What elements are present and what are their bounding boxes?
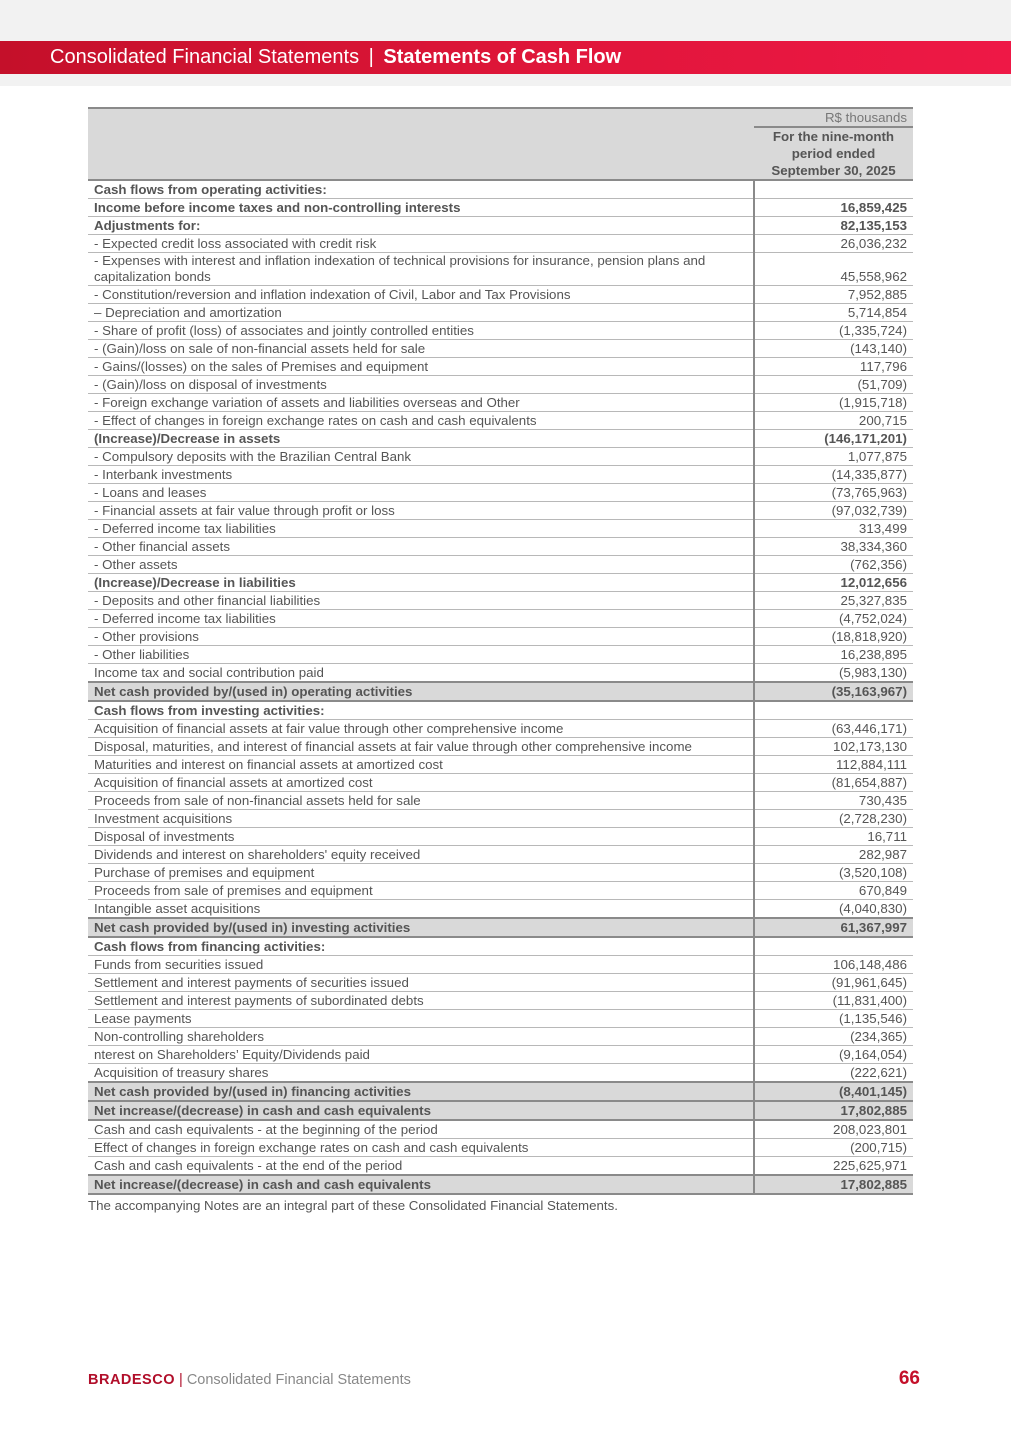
row-value: 82,135,153 (754, 217, 913, 235)
table-row (88, 448, 913, 466)
row-value (754, 701, 913, 720)
table-row (88, 1101, 913, 1120)
row-value: 313,499 (754, 520, 913, 538)
table-header-unit-row (88, 108, 913, 127)
page-footer (88, 1372, 411, 1388)
row-label: - Share of profit (loss) of associates and jointly controlled entities (88, 322, 754, 340)
table-row (88, 502, 913, 520)
header-separator: | (368, 46, 374, 68)
table-row (88, 235, 913, 253)
row-label: - Effect of changes in foreign exchange rates on cash and cash equivalents (88, 412, 754, 430)
row-value: (51,709) (754, 376, 913, 394)
table-row (88, 628, 913, 646)
table-row (88, 1064, 913, 1083)
page-number: 66 (898, 1368, 920, 1389)
row-value: 17,802,885 (754, 1175, 913, 1194)
row-label: Adjustments for: (88, 217, 754, 235)
row-label: - Other financial assets (88, 538, 754, 556)
row-label: (Increase)/Decrease in liabilities (88, 574, 754, 592)
row-label: Maturities and interest on financial assets at amortized cost (88, 756, 754, 774)
top-band (0, 0, 1011, 41)
row-label: - (Gain)/loss on disposal of investments (88, 376, 754, 394)
row-value: (81,654,887) (754, 774, 913, 792)
table-row (88, 394, 913, 412)
table-row (88, 1120, 913, 1139)
table-row (88, 484, 913, 502)
row-value: 16,711 (754, 828, 913, 846)
row-label: Funds from securities issued (88, 956, 754, 974)
table-row (88, 217, 913, 235)
row-label: Net cash provided by/(used in) operating activities (88, 682, 754, 701)
row-value: (35,163,967) (754, 682, 913, 701)
row-value: 7,952,885 (754, 286, 913, 304)
row-value: (146,171,201) (754, 430, 913, 448)
row-value: (1,135,546) (754, 1010, 913, 1028)
table-row (88, 199, 913, 217)
table-row (88, 846, 913, 864)
period-label: For the nine-month period ended September 30, 2025 (754, 127, 913, 180)
row-label: - Deferred income tax liabilities (88, 610, 754, 628)
row-label: Cash flows from financing activities: (88, 937, 754, 956)
row-label: Net increase/(decrease) in cash and cash equivalents (88, 1101, 754, 1120)
row-value: (143,140) (754, 340, 913, 358)
row-label: (Increase)/Decrease in assets (88, 430, 754, 448)
row-value: 61,367,997 (754, 918, 913, 937)
row-label: - Compulsory deposits with the Brazilian Central Bank (88, 448, 754, 466)
row-value (754, 180, 913, 199)
row-label: - Deposits and other financial liabilities (88, 592, 754, 610)
row-label: Disposal of investments (88, 828, 754, 846)
table-row (88, 412, 913, 430)
table-row (88, 538, 913, 556)
row-value: (1,915,718) (754, 394, 913, 412)
table-row (88, 286, 913, 304)
table-row (88, 882, 913, 900)
row-value: 38,334,360 (754, 538, 913, 556)
table-row (88, 864, 913, 882)
row-label: Proceeds from sale of premises and equipment (88, 882, 754, 900)
row-value: (200,715) (754, 1139, 913, 1157)
row-value: (97,032,739) (754, 502, 913, 520)
table-row (88, 992, 913, 1010)
row-label: Dividends and interest on shareholders' equity received (88, 846, 754, 864)
table-row (88, 682, 913, 701)
row-label: - Gains/(losses) on the sales of Premises and equipment (88, 358, 754, 376)
table-row (88, 610, 913, 628)
table-row (88, 937, 913, 956)
row-value: 5,714,854 (754, 304, 913, 322)
table-row (88, 956, 913, 974)
table-row (88, 304, 913, 322)
row-label: Acquisition of financial assets at amortized cost (88, 774, 754, 792)
row-value: (5,983,130) (754, 664, 913, 683)
row-label: - Financial assets at fair value through profit or loss (88, 502, 754, 520)
footer-brand: BRADESCO (88, 1372, 175, 1388)
table-row (88, 828, 913, 846)
table-row (88, 974, 913, 992)
row-label: - Loans and leases (88, 484, 754, 502)
row-value: 730,435 (754, 792, 913, 810)
table-row (88, 574, 913, 592)
row-label: - (Gain)/loss on sale of non-financial assets held for sale (88, 340, 754, 358)
row-label: nterest on Shareholders’ Equity/Dividends paid (88, 1046, 754, 1064)
row-value: 26,036,232 (754, 235, 913, 253)
row-label: - Expenses with interest and inflation indexation of technical provisions for insurance, pension plans and capitalization bonds (88, 253, 754, 286)
table-row (88, 756, 913, 774)
table-row (88, 810, 913, 828)
table-row (88, 774, 913, 792)
row-label: Intangible asset acquisitions (88, 900, 754, 919)
table-row (88, 664, 913, 683)
table-row (88, 1157, 913, 1176)
table-row (88, 340, 913, 358)
row-value: 670,849 (754, 882, 913, 900)
row-value: (73,765,963) (754, 484, 913, 502)
row-value: (14,335,877) (754, 466, 913, 484)
footer-text: Consolidated Financial Statements (186, 1372, 411, 1388)
table-row (88, 322, 913, 340)
row-label: Purchase of premises and equipment (88, 864, 754, 882)
row-value: (4,752,024) (754, 610, 913, 628)
footer-separator: | (179, 1372, 183, 1388)
row-value: (91,961,645) (754, 974, 913, 992)
row-label: - Other liabilities (88, 646, 754, 664)
row-value: 16,238,895 (754, 646, 913, 664)
row-label: Investment acquisitions (88, 810, 754, 828)
row-value: (2,728,230) (754, 810, 913, 828)
table-body (88, 180, 913, 1194)
row-value: 17,802,885 (754, 1101, 913, 1120)
row-label: Net cash provided by/(used in) investing activities (88, 918, 754, 937)
row-label: - Other provisions (88, 628, 754, 646)
row-label: - Constitution/reversion and inflation indexation of Civil, Labor and Tax Provisions (88, 286, 754, 304)
row-value: 208,023,801 (754, 1120, 913, 1139)
row-value: 1,077,875 (754, 448, 913, 466)
row-value: (234,365) (754, 1028, 913, 1046)
row-value: 16,859,425 (754, 199, 913, 217)
table-row (88, 1082, 913, 1101)
row-label: Cash and cash equivalents - at the beginning of the period (88, 1120, 754, 1139)
row-label: Lease payments (88, 1010, 754, 1028)
sub-band (0, 74, 1011, 86)
row-label: Non-controlling shareholders (88, 1028, 754, 1046)
row-value: 112,884,111 (754, 756, 913, 774)
table-row (88, 701, 913, 720)
row-label: Disposal, maturities, and interest of financial assets at fair value through other comprehensive income (88, 738, 754, 756)
row-label: - Deferred income tax liabilities (88, 520, 754, 538)
table-row (88, 466, 913, 484)
page-header (0, 41, 1011, 74)
table-row (88, 1010, 913, 1028)
table-row (88, 1175, 913, 1194)
row-label: Income before income taxes and non-controlling interests (88, 199, 754, 217)
header-subtitle: Statements of Cash Flow (383, 46, 622, 68)
row-label: Settlement and interest payments of subordinated debts (88, 992, 754, 1010)
row-value: (9,164,054) (754, 1046, 913, 1064)
unit-label: R$ thousands (754, 108, 913, 127)
row-value: 25,327,835 (754, 592, 913, 610)
row-value: 225,625,971 (754, 1157, 913, 1176)
row-value: 12,012,656 (754, 574, 913, 592)
row-label: Effect of changes in foreign exchange rates on cash and cash equivalents (88, 1139, 754, 1157)
row-label: - Interbank investments (88, 466, 754, 484)
row-value: 106,148,486 (754, 956, 913, 974)
row-value: 282,987 (754, 846, 913, 864)
header-title: Consolidated Financial Statements (50, 46, 360, 68)
table-row (88, 900, 913, 919)
row-label: - Other assets (88, 556, 754, 574)
row-label: Net increase/(decrease) in cash and cash equivalents (88, 1175, 754, 1194)
table-row (88, 792, 913, 810)
row-value: 200,715 (754, 412, 913, 430)
row-label: Income tax and social contribution paid (88, 664, 754, 683)
row-label: Cash and cash equivalents - at the end of the period (88, 1157, 754, 1176)
table-row (88, 358, 913, 376)
cash-flow-table (88, 107, 913, 1195)
row-value: 45,558,962 (754, 253, 913, 286)
header-blank-cell (88, 108, 754, 180)
row-label: Settlement and interest payments of securities issued (88, 974, 754, 992)
table-row (88, 520, 913, 538)
row-label: Acquisition of financial assets at fair value through other comprehensive income (88, 720, 754, 738)
row-value: (18,818,920) (754, 628, 913, 646)
row-label: - Expected credit loss associated with credit risk (88, 235, 754, 253)
table-row (88, 1139, 913, 1157)
row-value (754, 937, 913, 956)
row-label: Proceeds from sale of non-financial assets held for sale (88, 792, 754, 810)
row-value: (762,356) (754, 556, 913, 574)
row-value: (11,831,400) (754, 992, 913, 1010)
table-row (88, 1028, 913, 1046)
footnote: The accompanying Notes are an integral part of these Consolidated Financial Statements. (88, 1198, 618, 1213)
table-row (88, 1046, 913, 1064)
row-value: (3,520,108) (754, 864, 913, 882)
table-row (88, 592, 913, 610)
row-value: (4,040,830) (754, 900, 913, 919)
row-label: Cash flows from investing activities: (88, 701, 754, 720)
row-value: 117,796 (754, 358, 913, 376)
table-row (88, 738, 913, 756)
table-row (88, 180, 913, 199)
row-value: (1,335,724) (754, 322, 913, 340)
table-row (88, 556, 913, 574)
table-row (88, 430, 913, 448)
row-label: - Foreign exchange variation of assets and liabilities overseas and Other (88, 394, 754, 412)
table-row (88, 253, 913, 286)
table-row (88, 918, 913, 937)
row-label: Cash flows from operating activities: (88, 180, 754, 199)
row-label: Acquisition of treasury shares (88, 1064, 754, 1083)
table-row (88, 646, 913, 664)
row-value: (222,621) (754, 1064, 913, 1083)
row-label: Net cash provided by/(used in) financing activities (88, 1082, 754, 1101)
row-value: (8,401,145) (754, 1082, 913, 1101)
row-value: 102,173,130 (754, 738, 913, 756)
row-value: (63,446,171) (754, 720, 913, 738)
table-row (88, 720, 913, 738)
table-row (88, 376, 913, 394)
row-label: – Depreciation and amortization (88, 304, 754, 322)
